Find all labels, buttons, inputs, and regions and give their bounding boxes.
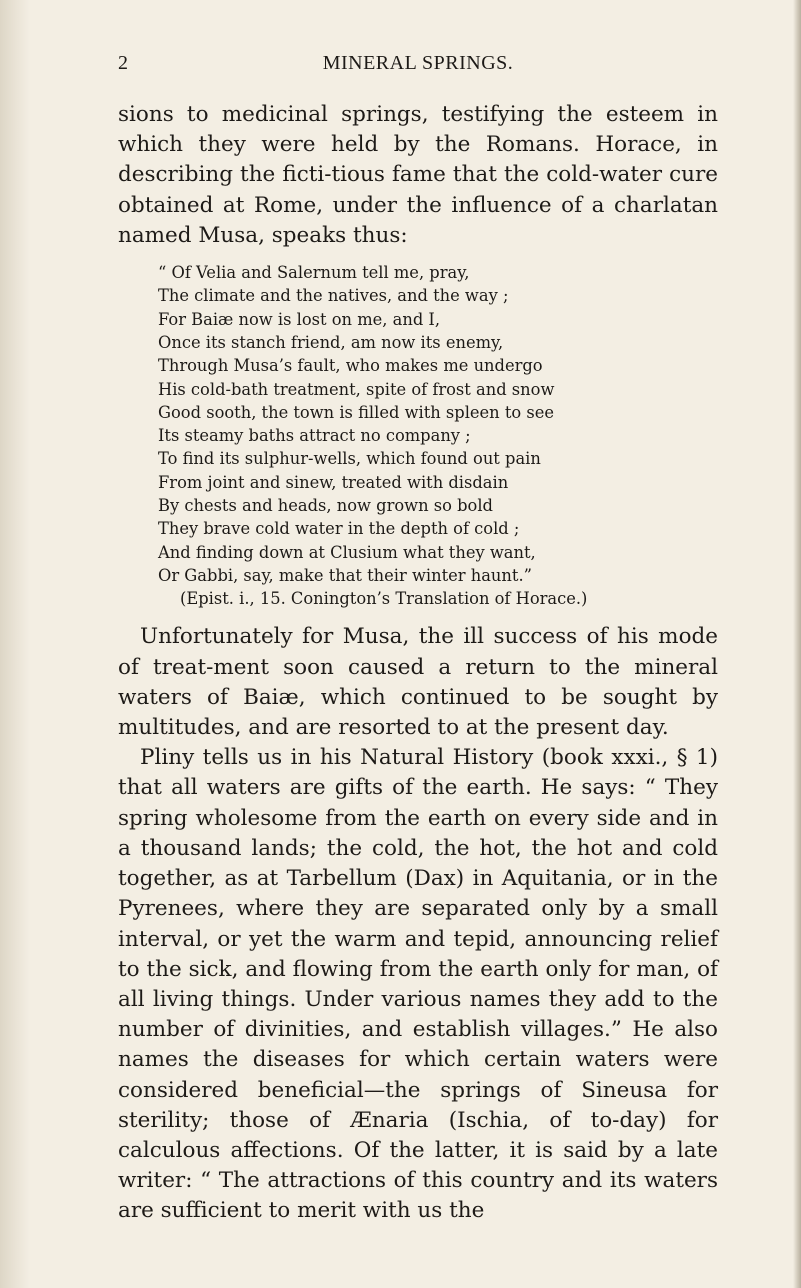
page-gutter-shadow (0, 0, 30, 1288)
poem-line: To find its sulphur-wells, which found out pain (158, 449, 541, 469)
running-header (118, 52, 718, 78)
poem-citation: (Epist. i., 15. Conington’s Translation of Horace.) (180, 589, 588, 609)
page-body (118, 100, 718, 1227)
paragraph-musa: Unfortunately for Musa, the ill success of his mode of treat-ment soon caused a return to the mineral waters of Baiæ, which continued to be sought by multitudes, and are resorted to at the present day. (118, 624, 718, 741)
running-title: MINERAL SPRINGS. (322, 52, 514, 74)
page-number: 2 (118, 52, 129, 74)
poem-line: The climate and the natives, and the way ; (158, 286, 509, 306)
poem-line: Good sooth, the town is filled with spleen to see (158, 402, 554, 422)
poem-line: From joint and sinew, treated with disdain (158, 472, 509, 492)
poem-line: And finding down at Clusium what they want, (158, 542, 536, 562)
poem-line: Once its stanch friend, am now its enemy, (158, 332, 504, 352)
poem-line: “ Of Velia and Salernum tell me, pray, (158, 263, 470, 283)
poem-line: For Baiæ now is lost on me, and I, (158, 309, 441, 329)
page-edge-shadow (793, 0, 801, 1288)
poem-quotation (158, 261, 698, 610)
paragraph-pliny: Pliny tells us in his Natural History (book xxxi., § 1) that all waters are gifts of the earth. He says: “ They spring wholesome from the earth on every side and in a thousand lands; the cold, the hot, the hot and cold together, as at Tarbellum (Dax) in Aquitania, or in the Pyrenees, where they are separated only by a small interval, or yet the warm and tepid, announcing relief to the sick, and flowing from the earth only for man, of all living things. Under various names they add to the number of divinities, and establish villages.” He also names the diseases for which certain waters were considered beneficial—the springs of Sineusa for sterility; those of Ænaria (Ischia, of to-day) for calculous affections. Of the latter, it is said by a late writer: “ The attractions of this country and its waters are sufficient to merit with us the (118, 745, 718, 1224)
poem-line: Or Gabbi, say, make that their winter haunt.” (158, 565, 532, 585)
paragraph-intro: sions to medicinal springs, testifying the esteem in which they were held by the Romans. Horace, in describing the ficti-tious fame that the cold-water cure obtained at Rome, under the influence of a charlatan named Musa, speaks thus: (118, 102, 718, 248)
poem-line: By chests and heads, now grown so bold (158, 495, 493, 515)
poem-line: His cold-bath treatment, spite of frost and snow (158, 379, 555, 399)
poem-line: They brave cold water in the depth of cold ; (158, 519, 520, 539)
poem-line: Through Musa’s fault, who makes me undergo (158, 356, 543, 376)
poem-line: Its steamy baths attract no company ; (158, 426, 471, 446)
